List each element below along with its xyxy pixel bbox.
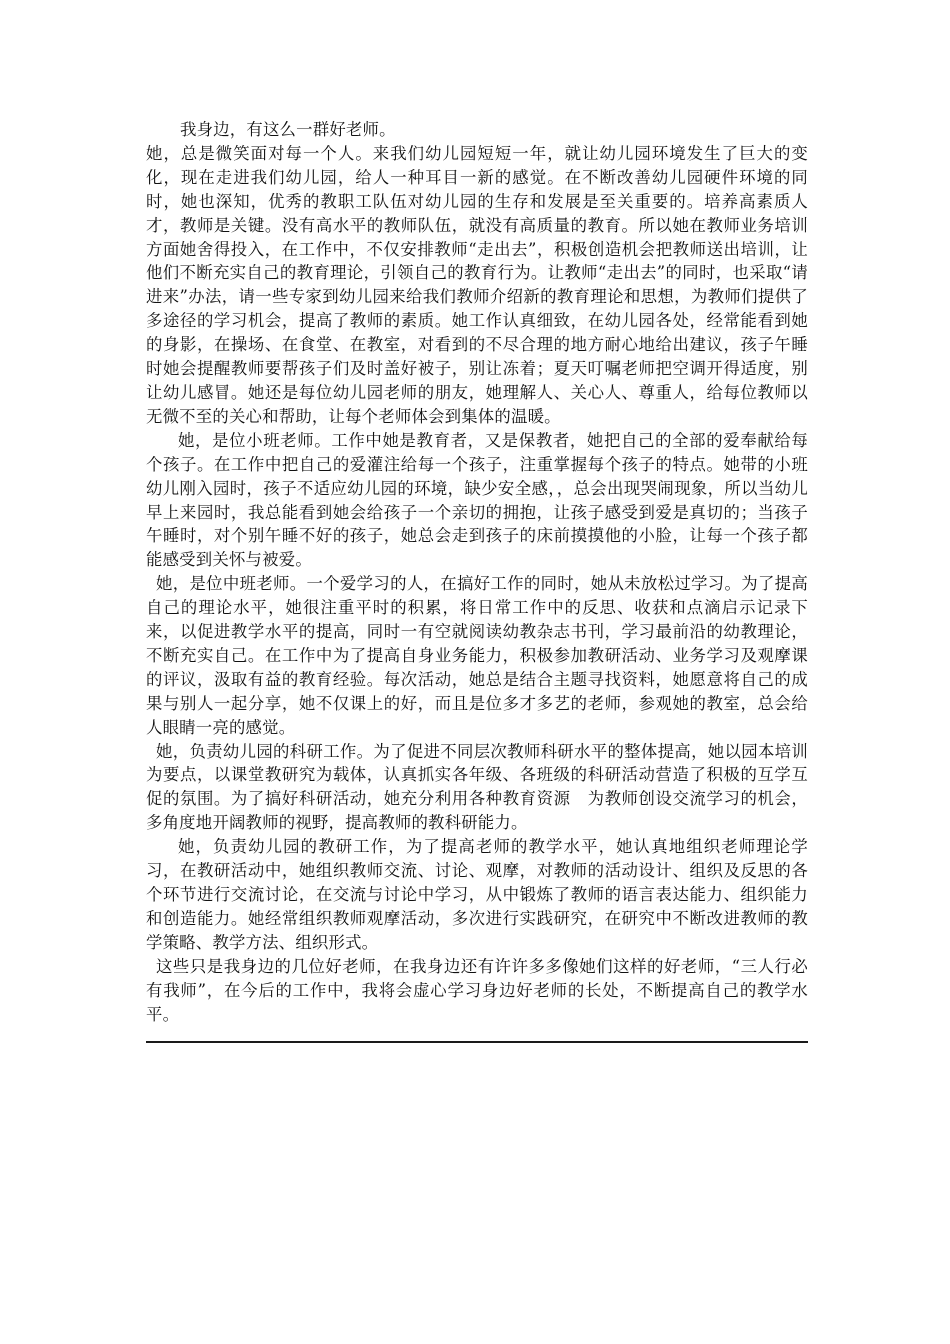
bottom-divider [146, 1041, 808, 1043]
paragraph-teaching-research: 她，负责幼儿园的教研工作，为了提高老师的教学水平，她认真地组织老师理论学习，在教研活动中，她组织教师交流、讨论、观摩，对教师的活动设计、组织及反思的各个环节进行交流讨论，在交流与讨论中学习，从中锻炼了教师的语言表达能力、组织能力和创造能力。她经常组织教师观摩活动，多次进行实践研究，在研究中不断改进教师的教学策略、教学方法、组织形式。 [146, 837, 808, 952]
paragraph-middle-class-teacher: 她，是位中班老师。一个爱学习的人，在搞好工作的同时，她从未放松过学习。为了提高自己的理论水平，她很注重平时的积累，将日常工作中的反思、收获和点滴启示记录下来，以促进教学水平的提高，同时一有空就阅读幼教杂志书刊，学习最前沿的幼教理论，不断充实自己。在工作中为了提高自身业务能力，积极参加教研活动、业务学习及观摩课的评议，汲取有益的教育经验。每次活动，她总是结合主题寻找资料，她愿意将自己的成果与别人一起分享，她不仅课上的好，而且是位多才多艺的老师，参观她的教室，总会给人眼睛一亮的感觉。 [146, 574, 808, 737]
paragraph-research-work: 她，负责幼儿园的科研工作。为了促进不同层次教师科研水平的整体提高，她以园本培训为要点，以课堂教研究为载体，认真抓实各年级、各班级的科研活动营造了积极的互学互促的氛围。为了搞好科研活动，她充分利用各种教育资源 为教师创设交流学习的机会，多角度地开阔教师的视野，提高教师的教科研能力。 [146, 741, 808, 833]
paragraph-small-class-teacher: 她，是位小班老师。工作中她是教育者，又是保教者，她把自己的全部的爱奉献给每个孩子。在工作中把自己的爱灌注给每一个孩子，注重掌握每个孩子的特点。她带的小班幼儿刚入园时，孩子不适应幼儿园的环境，缺少安全感，，总会出现哭闹现象，所以当幼儿早上来园时，我总能看到她会给孩子一个亲切的拥抱，让孩子感受到爱是真切的；当孩子午睡时，对个别午睡不好的孩子，她总会走到孩子的床前摸摸他的小脸，让每一个孩子都能感受到关怀与被爱。 [146, 430, 808, 570]
paragraph-principal: 她，总是微笑面对每一个人。来我们幼儿园短短一年，就让幼儿园环境发生了巨大的变化，现在走进我们幼儿园，给人一种耳目一新的感觉。在不断改善幼儿园硬件环境的同时，她也深知，优秀的教职工队伍对幼儿园的生存和发展是至关重要的。培养高素质人才，教师是关键。没有高水平的教师队伍，就没有高质量的教育。所以她在教师业务培训方面她舍得投入，在工作中，不仅安排教师“走出去”，积极创造机会把教师送出培训，让他们不断充实自己的教育理论，引领自己的教育行为。让教师“走出去”的同时，也采取“请进来”办法，请一些专家到幼儿园来给我们教师介绍新的教育理论和思想，为教师们提供了多途径的学习机会，提高了教师的素质。她工作认真细致，在幼儿园各处，经常能看到她的身影，在操场、在食堂、在教室，对看到的不尽合理的地方耐心地给出建议，孩子午睡时她会提醒教师要帮孩子们及时盖好被子，别让冻着；夏天叮嘱老师把空调开得适度，别让幼儿感冒。她还是每位幼儿园老师的朋友，她理解人、关心人、尊重人，给每位教师以无微不至的关心和帮助，让每个老师体会到集体的温暖。 [146, 143, 808, 426]
document-body [146, 118, 808, 1026]
closing-paragraph: 这些只是我身边的几位好老师，在我身边还有许许多多像她们这样的好老师，“三人行必有我师”，在今后的工作中，我将会虚心学习身边好老师的长处，不断提高自己的教学水平。 [146, 956, 808, 1024]
intro-paragraph: 我身边，有这么一群好老师。 [180, 120, 396, 139]
